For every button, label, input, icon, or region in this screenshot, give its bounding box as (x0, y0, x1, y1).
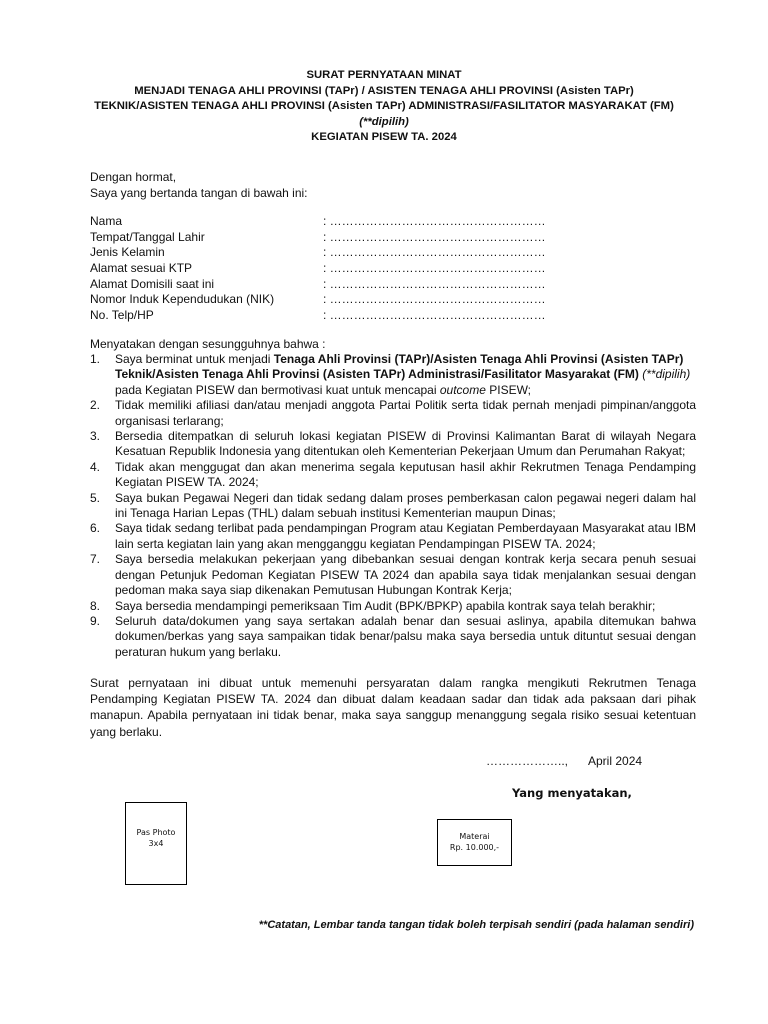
field-blank: : ……………………………………………… (323, 292, 546, 307)
statement-item (90, 599, 696, 614)
statement-number: 3. (90, 429, 101, 444)
statement-number: 9. (90, 613, 101, 628)
statement-text: Saya tidak sedang terlibat pada pendampingan Program atau Kegiatan Pemberdayaan Masyarakat atau IBM lain serta kegiatan lain yang akan mengganggu kegiatan Pendampingan PISEW TA. 2024; (115, 521, 696, 551)
header-position-line-2: TEKNIK/ASISTEN TENAGA AHLI PROVINSI (Asisten TAPr) ADMINISTRASI/FASILITATOR MASYARAKAT (FM) (94, 100, 674, 113)
statement-number: 4. (90, 459, 101, 474)
document-header (40, 68, 728, 146)
photo-box-size: 3x4 (148, 839, 164, 848)
statement-text-part: pada Kegiatan PISEW dan bermotivasi kuat untuk mencapai (115, 382, 440, 397)
statement-item (90, 352, 696, 398)
field-blank: : ……………………………………………… (323, 261, 546, 276)
statement-item (90, 614, 696, 660)
field-blank: : ……………………………………………… (323, 308, 546, 323)
statement-outcome-word: outcome (439, 382, 486, 397)
statement-text: Seluruh data/dokumen yang saya sertakan adalah benar dan sesuai aslinya, apabila ditemukan bahwa dokumen/berkas yang saya sampaikan tidak benar/palsu maka saya bersedia untuk dituntut sesuai dengan peraturan hukum yang berlaku. (115, 613, 696, 659)
statement-item (90, 460, 696, 491)
field-row-gender (90, 245, 550, 261)
field-label: Nama (90, 214, 123, 228)
field-row-birth (90, 230, 550, 246)
header-position-line-1: MENJADI TENAGA AHLI PROVINSI (TAPr) / ASISTEN TENAGA AHLI PROVINSI (Asisten TAPr) (134, 84, 634, 97)
field-label: Alamat sesuai KTP (90, 261, 193, 276)
statement-number: 2. (90, 398, 101, 413)
statement-text: Bersedia ditempatkan di seluruh lokasi kegiatan PISEW di Provinsi Kalimantan Barat di wilayah Negara Kesatuan Republik Indonesia yang ditentukan oleh Kementerian Pekerjaan Umum dan Perumahan Rakyat; (115, 429, 696, 459)
field-label: Tempat/Tanggal Lahir (90, 229, 205, 244)
field-row-name (90, 214, 550, 230)
header-title: SURAT PERNYATAAN MINAT (306, 69, 462, 81)
field-blank: : ……………………………………………… (323, 214, 546, 228)
statement-text: Saya bersedia melakukan pekerjaan yang dibebankan sesuai dengan kontrak kerja secara penuh sesuai dengan Petunjuk Pedoman Kegiatan PISEW TA 2024 dan apabila saya tidak menjalankan sesuai dengan pedoman maka saya siap dikenakan Pemutusan Hubungan Kontrak Kerja; (115, 552, 696, 598)
statement-text (115, 352, 696, 398)
statement-item (90, 552, 696, 598)
greeting-intro: Saya yang bertanda tangan di bawah ini: (90, 185, 308, 200)
field-row-nik (90, 292, 550, 308)
materai-label: Materai (459, 832, 490, 841)
field-label: No. Telp/HP (90, 308, 154, 323)
date-month-year: April 2024 (588, 754, 643, 768)
statement-list (90, 352, 696, 660)
place-date-blank: ……………….., (486, 754, 569, 768)
field-row-ktp-address (90, 261, 550, 277)
materai-stamp-box (437, 819, 512, 866)
signer-label: Yang menyatakan, (512, 786, 632, 800)
statement-choice-note: (**dipilih) (638, 367, 691, 382)
field-label: Alamat Domisili saat ini (90, 276, 215, 291)
field-label: Jenis Kelamin (90, 245, 165, 260)
statement-item (90, 429, 696, 460)
closing-paragraph: Surat pernyataan ini dibuat untuk memenuhi persyaratan dalam rangka mengikuti Rekrutmen Tenaga Pendamping Kegiatan PISEW TA. 2024 dan dibuat dalam keadaan sadar dan tidak ada paksaan dari pihak manapun. Apabila pernyataan ini tidak benar, maka saya sanggup menanggung segala risiko sesuai ketentuan yang berlaku. (90, 676, 696, 739)
statement-text: Saya bersedia mendampingi pemeriksaan Tim Audit (BPK/BPKP) apabila kontrak saya telah berakhir; (115, 598, 656, 613)
greeting (90, 170, 308, 201)
field-blank: : ……………………………………………… (323, 229, 546, 244)
header-choice-note: (**dipilih) (359, 115, 409, 128)
statement-text: Tidak memiliki afiliasi dan/atau menjadi anggota Partai Politik serta tidak pernah menjadi pimpinan/anggota organisasi terlarang; (115, 398, 696, 428)
field-row-phone (90, 308, 550, 324)
statement-item (90, 398, 696, 429)
statement-number: 8. (90, 598, 101, 613)
photo-box (125, 802, 187, 885)
statement-text-part: Saya berminat untuk menjadi (115, 352, 274, 366)
identity-fields (90, 214, 550, 324)
statement-number: 5. (90, 490, 101, 505)
field-blank: : ……………………………………………… (323, 276, 546, 291)
statement-number: 7. (90, 552, 101, 567)
header-program-year: KEGIATAN PISEW TA. 2024 (311, 131, 457, 144)
statement-position-names: Tenaga Ahli Provinsi (TAPr)/Asisten Tenaga Ahli Provinsi (Asisten TAPr) Teknik/Asisten Tenaga Ahli Provinsi (Asisten TAPr) Administrasi/Fasilitator Masyarakat (FM) (115, 352, 684, 382)
materai-amount: Rp. 10.000,- (449, 843, 500, 852)
statement-intro: Menyatakan dengan sesungguhnya bahwa : (90, 337, 326, 351)
footnote: **Catatan, Lembar tanda tangan tidak boleh terpisah sendiri (pada halaman sendiri) (258, 919, 694, 931)
statement-item (90, 521, 696, 552)
field-label: Nomor Induk Kependudukan (NIK) (90, 292, 275, 307)
photo-box-label: Pas Photo (136, 828, 176, 837)
statement-item (90, 491, 696, 522)
statement-number: 6. (90, 521, 101, 536)
statement-number: 1. (90, 352, 101, 366)
field-row-domicile (90, 277, 550, 293)
statement-text-part: PISEW; (485, 382, 532, 397)
greeting-salutation: Dengan hormat, (90, 170, 177, 184)
statement-text: Tidak akan menggugat dan akan menerima segala keputusan hasil akhir Rekrutmen Tenaga Pendamping Kegiatan PISEW TA. 2024; (115, 459, 696, 490)
field-blank: : ……………………………………………… (323, 245, 546, 260)
statement-text: Saya bukan Pegawai Negeri dan tidak sedang dalam proses pemberkasan calon pegawai negeri dalam hal ini Tenaga Harian Lepas (THL) dalam sebuah institusi Kementerian maupun Dinas; (115, 490, 696, 521)
